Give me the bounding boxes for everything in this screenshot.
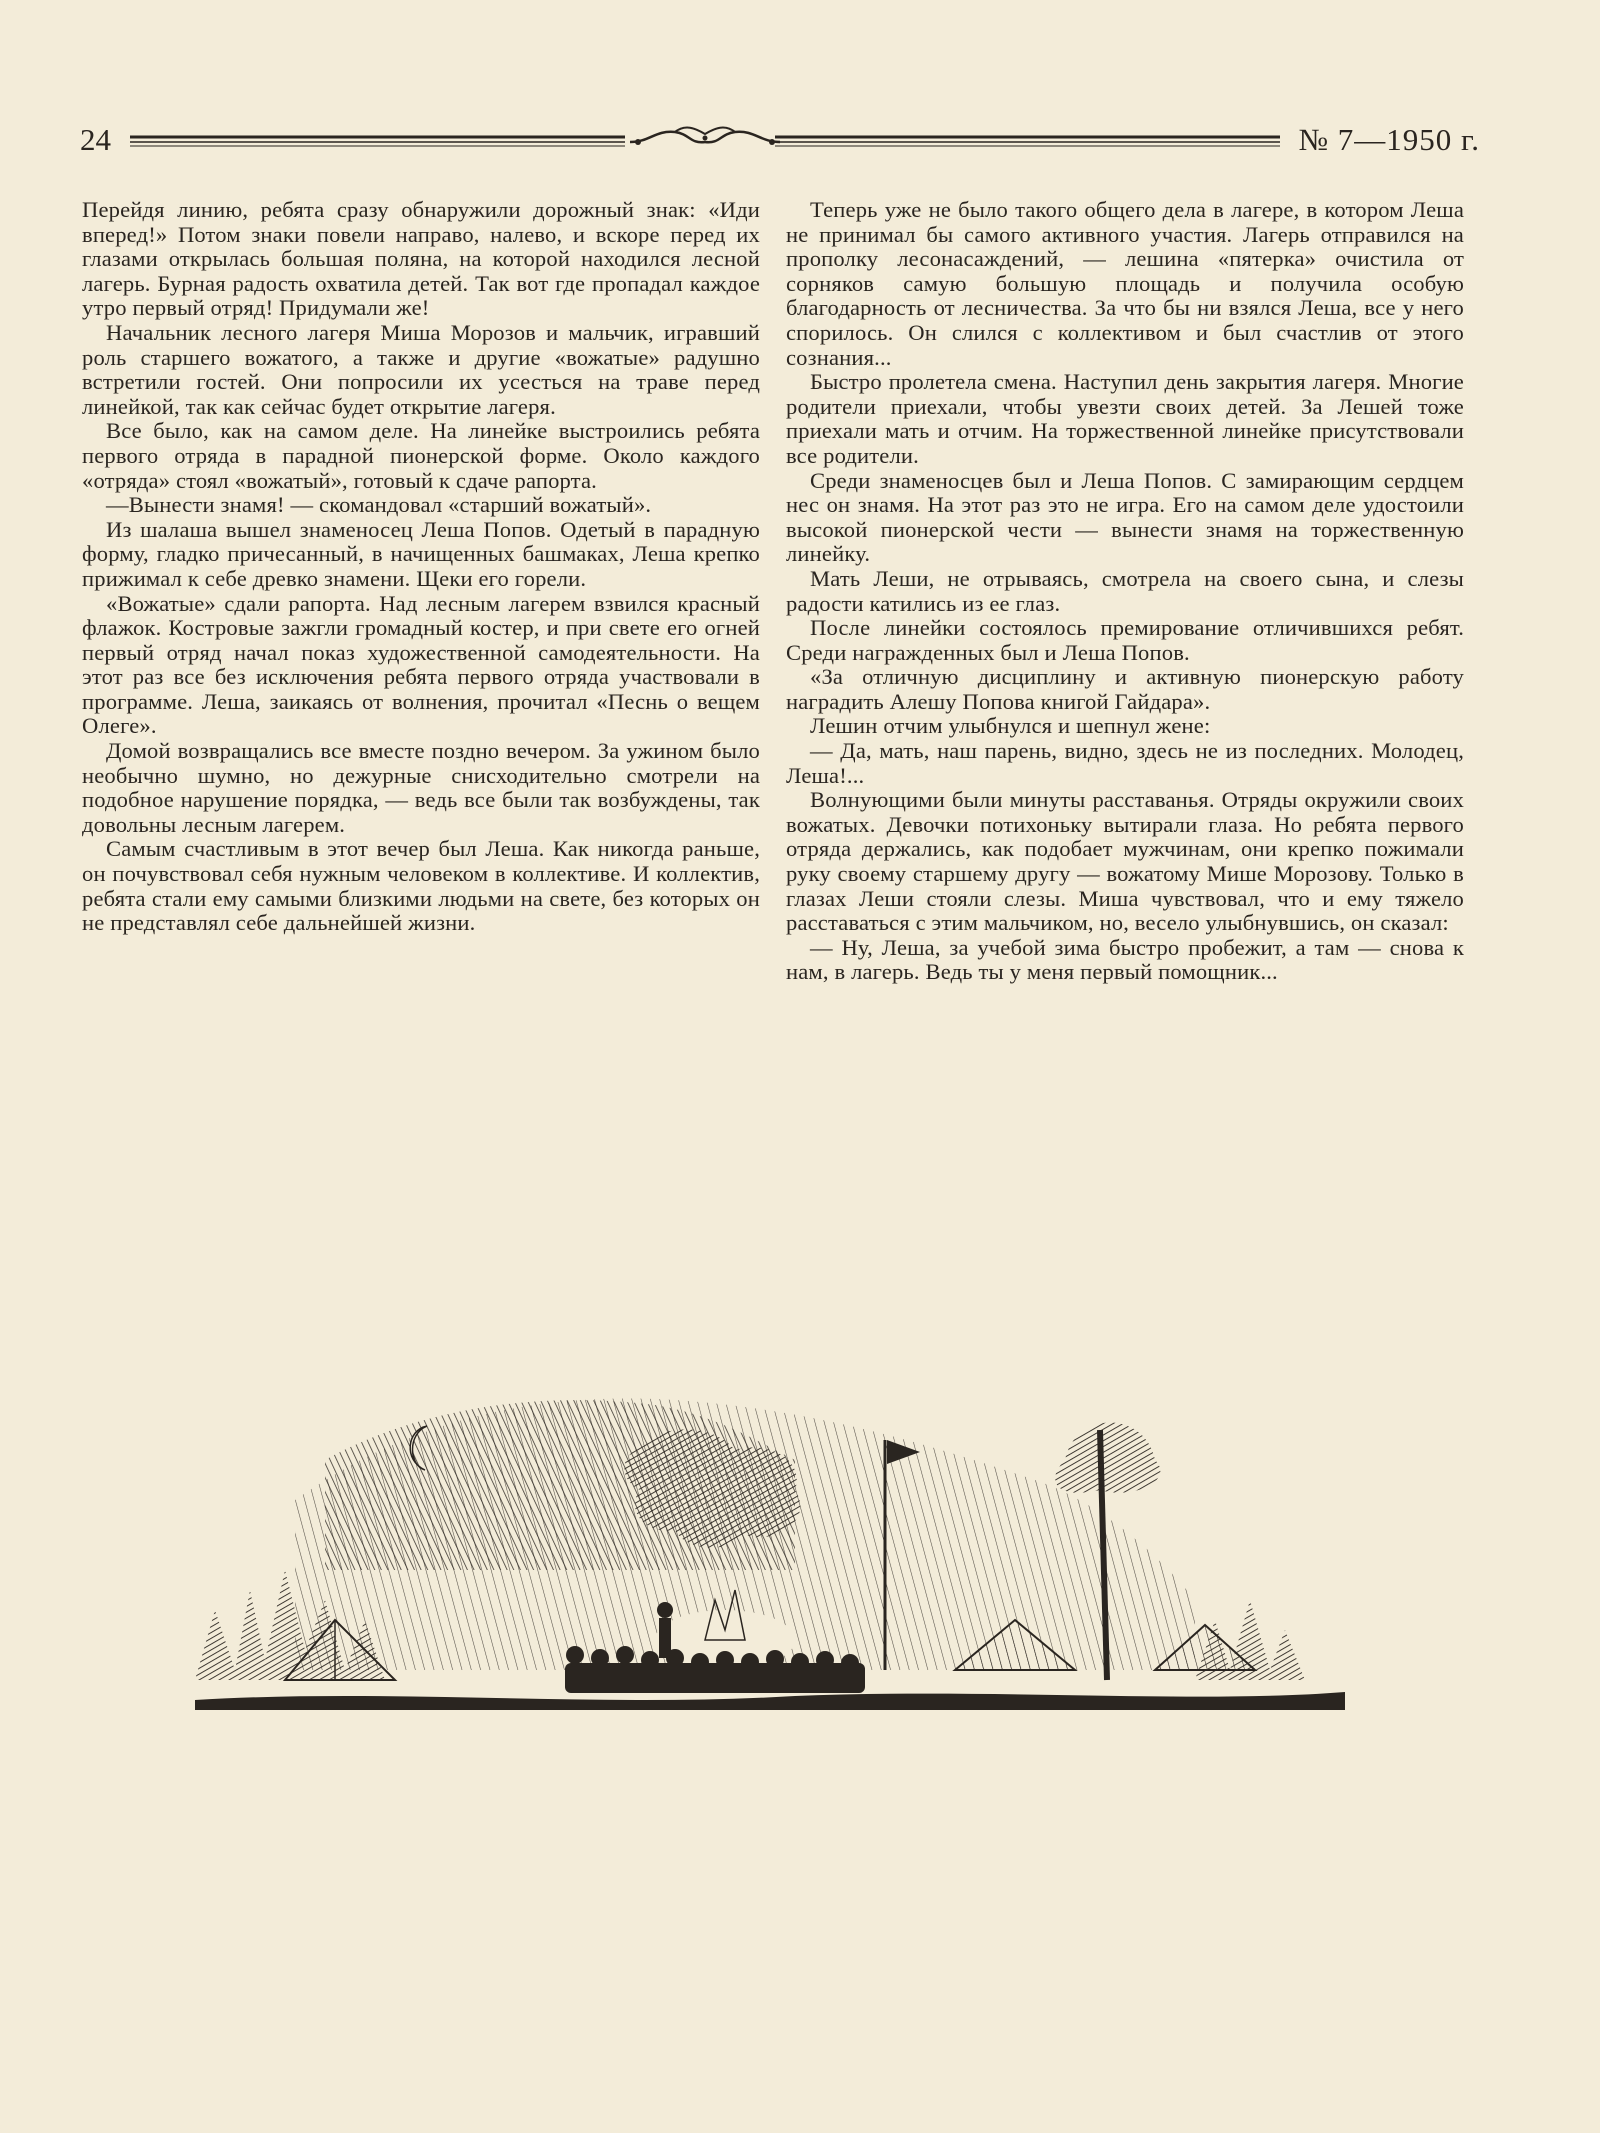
paragraph: Лешин отчим улыбнулся и шепнул жене: [810, 713, 1211, 739]
paragraph: Теперь уже не было такого общего дела в лагере, в котором Леша не принимал бы самого активного участия. Лагерь отправился на прополку лесонасаждений, — лешина «пятерка» очистила от сорняков самую большую площадь и получила особую благодарность от лесничества. За что бы ни взялся Леша, все у него спорилось. Он слился с коллективом и был счастлив от этого сознания... [786, 197, 1464, 370]
issue-label: № 7—1950 г. [1298, 122, 1480, 157]
paragraph: «Вожатые» сдали рапорта. Над лесным лагерем взвился красный флажок. Костровые зажгли громадный костер, и при свете его огней первый отряд начал показ художественной самодеятельности. На этот раз все без исключения ребята первого отряда участвовали в программе. Леша, заикаясь от волнения, прочитал «Песнь о вещем Олеге». [82, 590, 760, 739]
paragraph: — Да, мать, наш парень, видно, здесь не из последних. Молодец, Леша!... [786, 738, 1464, 788]
left-column [82, 198, 760, 936]
page-number: 24 [80, 122, 111, 157]
paragraph: Среди знаменосцев был и Леша Попов. С замирающим сердцем нес он знамя. На этот раз это не игра. Его на самом деле удостоили высокой пионерской чести — вынести знамя на торжественную линейку. [786, 467, 1464, 567]
camp-night-illustration [195, 1370, 1345, 1740]
paragraph: Быстро пролетела смена. Наступил день закрытия лагеря. Многие родители приехали, чтобы увезти своих детей. За Лешей тоже приехали мать и отчим. На торжественной линейке присутствовали все родители. [786, 369, 1464, 468]
paragraph: После линейки состоялось премирование отличившихся ребят. Среди награжденных был и Леша Попов. [786, 615, 1464, 665]
paragraph: Начальник лесного лагеря Миша Морозов и мальчик, игравший роль старшего вожатого, а также и другие «вожатые» радушно встретили гостей. Они попросили их усесться на траве перед линейкой, так как сейчас будет открытие лагеря. [82, 319, 760, 419]
paragraph: Домой возвращались все вместе поздно вечером. За ужином было необычно шумно, но дежурные снисходительно смотрели на подобное нарушение порядка, — ведь все были так возбуждены, так довольны лесным лагерем. [82, 738, 760, 837]
paragraph: Волнующими были минуты расставанья. Отряды окружили своих вожатых. Девочки потихоньку вытирали глаза. Но ребята первого отряда держались, как подобает мужчинам, они крепко пожимали руку своему старшему другу — вожатому Мише Морозову. Только в глазах Леши стояли слезы. Миша чувствовал, что и ему тяжело расставаться с этим мальчиком, но, весело улыбнувшись, он сказал: [786, 787, 1464, 936]
paragraph: —Вынести знамя! — скомандовал «старший вожатый». [106, 492, 652, 518]
paragraph: Все было, как на самом деле. На линейке выстроились ребята первого отряда в парадной пионерской форме. Около каждого «отряда» стоял «вожатый», готовый к сдаче рапорта. [82, 418, 760, 493]
paragraph: Из шалаша вышел знаменосец Леша Попов. Одетый в парадную форму, гладко причесанный, в начищенных башмаках, Леша крепко прижимал к себе древко знамени. Щеки его горели. [82, 516, 760, 591]
paragraph: Самым счастливым в этот вечер был Леша. Как никогда раньше, он почувствовал себя нужным человеком в коллективе. И коллектив, ребята стали ему самыми близкими людьми на свете, без которых он не представлял себе дальнейшей жизни. [82, 836, 760, 936]
page-header [80, 118, 1480, 168]
ornamental-rule [130, 120, 1280, 160]
paragraph: «За отличную дисциплину и активную пионерскую работу наградить Алешу Попова книгой Гайдара». [786, 664, 1464, 714]
right-column [786, 198, 1464, 985]
paragraph: Мать Леши, не отрываясь, смотрела на своего сына, и слезы радости катились из ее глаз. [786, 565, 1464, 616]
paragraph: Перейдя линию, ребята сразу обнаружили дорожный знак: «Иди вперед!» Потом знаки повели направо, налево, и вскоре перед их глазами открылась большая поляна, на которой находился лесной лагерь. Бурная радость охватила детей. Так вот где пропадал каждое утро первый отряд! Придумали же! [82, 197, 760, 321]
paragraph: — Ну, Леша, за учебой зима быстро пробежит, а там — снова к нам, в лагерь. Ведь ты у меня первый помощник... [786, 934, 1464, 985]
